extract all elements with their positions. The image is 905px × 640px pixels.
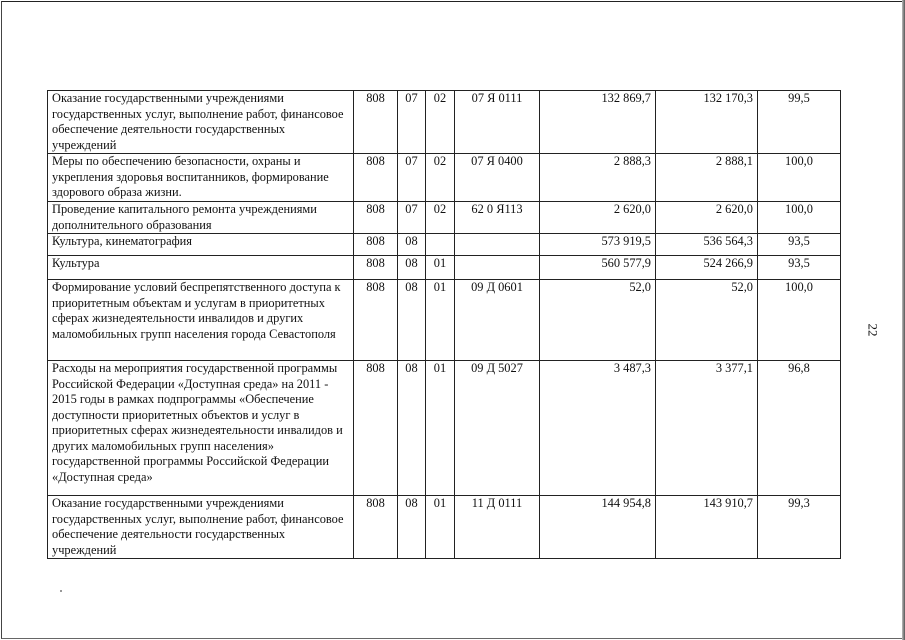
cell-subsection-code — [426, 234, 455, 256]
cell-execution-percent: 100,0 — [758, 154, 841, 202]
cell-admin-code: 808 — [354, 496, 398, 559]
cell-planned-amount: 52,0 — [540, 280, 656, 361]
cell-actual-amount: 2 620,0 — [656, 202, 758, 234]
cell-planned-amount: 144 954,8 — [540, 496, 656, 559]
cell-planned-amount: 2 888,3 — [540, 154, 656, 202]
scan-speck — [60, 590, 62, 592]
cell-subsection-code: 02 — [426, 202, 455, 234]
cell-actual-amount: 132 170,3 — [656, 91, 758, 154]
table-row — [48, 361, 841, 496]
cell-planned-amount: 3 487,3 — [540, 361, 656, 496]
cell-actual-amount: 3 377,1 — [656, 361, 758, 496]
cell-planned-amount: 573 919,5 — [540, 234, 656, 256]
cell-target-code: 07 Я 0111 — [455, 91, 540, 154]
cell-target-code: 09 Д 0601 — [455, 280, 540, 361]
cell-section-code: 07 — [398, 202, 426, 234]
cell-execution-percent: 100,0 — [758, 280, 841, 361]
cell-actual-amount: 143 910,7 — [656, 496, 758, 559]
cell-subsection-code: 02 — [426, 154, 455, 202]
cell-actual-amount: 524 266,9 — [656, 256, 758, 280]
cell-execution-percent: 99,5 — [758, 91, 841, 154]
cell-execution-percent: 93,5 — [758, 234, 841, 256]
cell-actual-amount: 536 564,3 — [656, 234, 758, 256]
cell-admin-code: 808 — [354, 361, 398, 496]
cell-execution-percent: 96,8 — [758, 361, 841, 496]
table-row — [48, 91, 841, 154]
cell-admin-code: 808 — [354, 202, 398, 234]
cell-admin-code: 808 — [354, 280, 398, 361]
cell-subsection-code: 01 — [426, 280, 455, 361]
cell-description: Проведение капитального ремонта учреждениями дополнительного образования — [48, 202, 354, 234]
cell-section-code: 07 — [398, 91, 426, 154]
table-row — [48, 496, 841, 559]
cell-target-code: 07 Я 0400 — [455, 154, 540, 202]
cell-description: Меры по обеспечению безопасности, охраны и укрепления здоровья воспитанников, формирование здорового образа жизни. — [48, 154, 354, 202]
cell-section-code: 08 — [398, 280, 426, 361]
cell-planned-amount: 560 577,9 — [540, 256, 656, 280]
cell-description: Формирование условий беспрепятственного доступа к приоритетным объектам и услугам в приоритетных сферах жизнедеятельности инвалидов и других маломобильных групп населения города Севастополя — [48, 280, 354, 361]
cell-execution-percent: 93,5 — [758, 256, 841, 280]
cell-execution-percent: 99,3 — [758, 496, 841, 559]
cell-section-code: 08 — [398, 234, 426, 256]
cell-subsection-code: 01 — [426, 256, 455, 280]
cell-admin-code: 808 — [354, 91, 398, 154]
cell-admin-code: 808 — [354, 234, 398, 256]
cell-section-code: 07 — [398, 154, 426, 202]
cell-description: Оказание государственными учреждениями государственных услуг, выполнение работ, финансовое обеспечение деятельности государственных учреждений — [48, 496, 354, 559]
cell-planned-amount: 132 869,7 — [540, 91, 656, 154]
cell-target-code: 62 0 Я113 — [455, 202, 540, 234]
cell-description: Оказание государственными учреждениями государственных услуг, выполнение работ, финансовое обеспечение деятельности государственных учреждений — [48, 91, 354, 154]
cell-description: Расходы на мероприятия государственной программы Российской Федерации «Доступная среда» на 2011 - 2015 годы в рамках подпрограммы «Обеспечение доступности приоритетных объектов и услуг в приоритетных сферах жизнедеятельности инвалидов и других маломобильных групп населения» государственной программы Российской Федерации «Доступная среда» — [48, 361, 354, 496]
table-row — [48, 234, 841, 256]
cell-section-code: 08 — [398, 496, 426, 559]
cell-actual-amount: 2 888,1 — [656, 154, 758, 202]
cell-description: Культура, кинематография — [48, 234, 354, 256]
table-row — [48, 256, 841, 280]
cell-description: Культура — [48, 256, 354, 280]
cell-planned-amount: 2 620,0 — [540, 202, 656, 234]
cell-target-code: 09 Д 5027 — [455, 361, 540, 496]
cell-target-code: 11 Д 0111 — [455, 496, 540, 559]
cell-subsection-code: 01 — [426, 496, 455, 559]
cell-admin-code: 808 — [354, 256, 398, 280]
budget-table — [47, 90, 841, 559]
cell-subsection-code: 02 — [426, 91, 455, 154]
table-row — [48, 202, 841, 234]
table-row — [48, 280, 841, 361]
cell-section-code: 08 — [398, 256, 426, 280]
cell-execution-percent: 100,0 — [758, 202, 841, 234]
cell-target-code — [455, 234, 540, 256]
cell-actual-amount: 52,0 — [656, 280, 758, 361]
cell-admin-code: 808 — [354, 154, 398, 202]
cell-target-code — [455, 256, 540, 280]
cell-section-code: 08 — [398, 361, 426, 496]
page-number: 22 — [865, 323, 881, 337]
table-row — [48, 154, 841, 202]
cell-subsection-code: 01 — [426, 361, 455, 496]
